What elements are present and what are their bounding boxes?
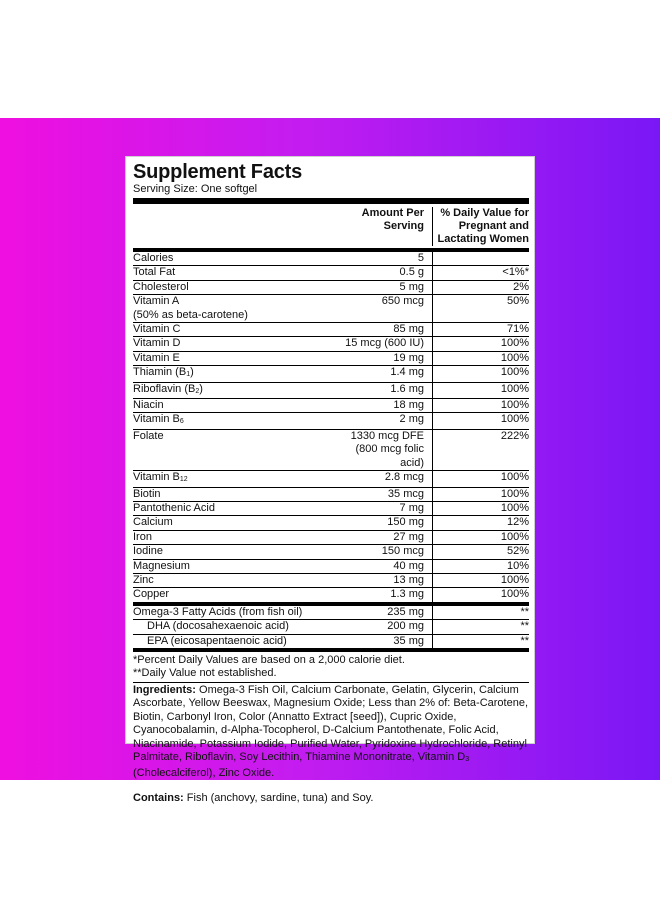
nutrient-row bbox=[133, 574, 529, 588]
nutrient-daily-value: 100% bbox=[500, 588, 529, 601]
nutrient-daily-value: 100% bbox=[500, 382, 529, 395]
nutrient-row bbox=[133, 545, 529, 559]
nutrient-amount: 13 mg bbox=[333, 574, 433, 587]
nutrient-amount: 650 mcg bbox=[333, 295, 433, 322]
footnote-percent-dv: *Percent Daily Values are based on a 2,000 calorie diet. bbox=[133, 653, 405, 666]
nutrient-amount: 35 mcg bbox=[333, 488, 433, 501]
nutrient-daily-value: 2% bbox=[513, 280, 529, 293]
nutrient-daily-value: 12% bbox=[506, 516, 529, 529]
omega-row bbox=[133, 620, 529, 634]
nutrient-amount: 1.6 mg bbox=[333, 383, 433, 398]
nutrient-name: Pantothenic Acid bbox=[133, 501, 215, 514]
omega-table bbox=[133, 606, 529, 648]
nutrient-daily-value: 50% bbox=[506, 295, 529, 308]
nutrient-daily-value: ** bbox=[520, 605, 529, 618]
nutrient-name: EPA (eicosapentaenoic acid) bbox=[147, 634, 287, 647]
nutrient-name: Riboflavin (B2) bbox=[133, 382, 203, 395]
nutrient-amount: 85 mg bbox=[333, 323, 433, 336]
nutrient-amount: 1.4 mg bbox=[333, 366, 433, 381]
footnotes bbox=[133, 652, 529, 682]
nutrient-name: Thiamin (B1) bbox=[133, 366, 194, 379]
contains-text: Contains: Fish (anchovy, sardine, tuna) and Soy. bbox=[133, 792, 374, 805]
nutrient-row bbox=[133, 430, 529, 471]
nutrient-daily-value: 100% bbox=[500, 351, 529, 364]
nutrient-daily-value: 100% bbox=[500, 337, 529, 350]
nutrient-table bbox=[133, 252, 529, 602]
nutrient-name: Folate bbox=[133, 429, 164, 442]
nutrient-name: Iodine bbox=[133, 545, 163, 558]
nutrient-name: Vitamin B12 bbox=[133, 471, 188, 484]
nutrient-row bbox=[133, 295, 529, 323]
nutrient-daily-value: 71% bbox=[506, 323, 529, 336]
nutrient-name: Zinc bbox=[133, 573, 154, 586]
nutrient-amount: 27 mg bbox=[333, 531, 433, 544]
nutrient-row bbox=[133, 383, 529, 399]
serving-size: Serving Size: One softgel bbox=[133, 183, 258, 195]
nutrient-row bbox=[133, 560, 529, 574]
nutrient-name: Magnesium bbox=[133, 559, 190, 572]
ingredients-text: Ingredients: Omega-3 Fish Oil, Calcium Carbonate, Gelatin, Glycerin, Calcium Ascorbate, Yellow Beeswax, Magnesium Oxide; Less than 2% of: Beta-Carotene, Biotin, Carbonyl Iron, Color (Annatto Extract [seed]), Cupric Oxide, Cyanocobalamin, d-Alpha-Tocopherol, D-Calcium Pantothenate, Folic Acid, Niacinamide, Potassium Iodide, Purified Water, Pyridoxine Hydrochloride, Retinyl Palmitate, Riboflavin, Soy Lecithin, Thiamine Mononitrate, Vitamin D3 (Cholecalciferol), Zinc Oxide. bbox=[133, 683, 528, 779]
nutrient-row bbox=[133, 399, 529, 413]
nutrient-amount: 5 bbox=[333, 252, 433, 265]
nutrient-daily-value: 10% bbox=[506, 559, 529, 572]
nutrient-name: Vitamin B6 bbox=[133, 413, 184, 426]
column-header-row bbox=[133, 204, 529, 248]
amount-per-serving-header: Amount Per Serving bbox=[333, 207, 433, 246]
nutrient-row bbox=[133, 502, 529, 516]
nutrient-row bbox=[133, 252, 529, 266]
daily-value-header: % Daily Value for Pregnant and Lactating Women bbox=[437, 207, 529, 245]
nutrient-row bbox=[133, 588, 529, 601]
nutrient-name: DHA (docosahexaenoic acid) bbox=[147, 620, 289, 633]
nutrient-amount: 2.8 mcg bbox=[333, 471, 433, 486]
supplement-facts-label bbox=[133, 161, 529, 805]
nutrient-name: Vitamin A (50% as beta-carotene) bbox=[133, 295, 248, 321]
nutrient-name: Calcium bbox=[133, 516, 173, 529]
supplement-facts-panel bbox=[125, 156, 535, 805]
nutrient-amount: 35 mg bbox=[333, 635, 433, 648]
nutrient-row bbox=[133, 471, 529, 487]
nutrient-row bbox=[133, 266, 529, 280]
nutrient-row bbox=[133, 516, 529, 530]
nutrient-daily-value: 100% bbox=[500, 399, 529, 412]
ingredients-label: Ingredients: bbox=[133, 683, 196, 696]
nutrient-daily-value: 100% bbox=[500, 366, 529, 379]
nutrient-daily-value: 100% bbox=[500, 501, 529, 514]
nutrient-name: Vitamin C bbox=[133, 323, 181, 336]
nutrient-row bbox=[133, 323, 529, 337]
contains-label: Contains: bbox=[133, 792, 184, 805]
nutrient-row bbox=[133, 413, 529, 429]
nutrient-row bbox=[133, 531, 529, 545]
nutrient-row bbox=[133, 366, 529, 382]
nutrient-amount: 19 mg bbox=[333, 352, 433, 365]
nutrient-name: Iron bbox=[133, 530, 152, 543]
nutrient-amount: 1.3 mg bbox=[333, 588, 433, 601]
nutrient-daily-value: 100% bbox=[500, 487, 529, 500]
nutrient-name: Cholesterol bbox=[133, 280, 189, 293]
nutrient-daily-value: <1%* bbox=[502, 266, 529, 279]
nutrient-daily-value: ** bbox=[520, 620, 529, 633]
nutrient-row bbox=[133, 281, 529, 295]
footnote-dv-not-established: **Daily Value not established. bbox=[133, 666, 277, 679]
nutrient-amount: 7 mg bbox=[333, 502, 433, 515]
nutrient-amount: 1330 mcg DFE (800 mcg folic acid) bbox=[333, 430, 433, 470]
nutrient-row bbox=[133, 352, 529, 366]
label-title: Supplement Facts bbox=[133, 161, 303, 183]
omega-row bbox=[133, 635, 529, 648]
nutrient-name: Vitamin E bbox=[133, 351, 180, 364]
nutrient-daily-value: 52% bbox=[506, 545, 529, 558]
nutrient-amount: 15 mcg (600 IU) bbox=[333, 337, 433, 350]
nutrient-daily-value: 100% bbox=[500, 573, 529, 586]
nutrient-name: Omega-3 Fatty Acids (from fish oil) bbox=[133, 605, 303, 618]
nutrient-amount: 200 mg bbox=[333, 620, 433, 633]
nutrient-amount: 2 mg bbox=[333, 413, 433, 428]
nutrient-amount: 235 mg bbox=[333, 606, 433, 619]
nutrient-amount: 18 mg bbox=[333, 399, 433, 412]
nutrient-name: Copper bbox=[133, 588, 170, 601]
nutrient-amount: 150 mg bbox=[333, 516, 433, 529]
nutrient-daily-value: 100% bbox=[500, 530, 529, 543]
nutrient-amount: 40 mg bbox=[333, 560, 433, 573]
nutrient-name: Niacin bbox=[133, 399, 164, 412]
nutrient-row bbox=[133, 337, 529, 351]
nutrient-amount: 0.5 g bbox=[333, 266, 433, 279]
nutrient-daily-value: 100% bbox=[500, 413, 529, 426]
nutrient-daily-value: 100% bbox=[500, 471, 529, 484]
nutrient-name: Biotin bbox=[133, 487, 161, 500]
nutrient-name: Calories bbox=[133, 252, 174, 264]
nutrient-amount: 5 mg bbox=[333, 281, 433, 294]
ingredients-divider bbox=[133, 682, 529, 683]
omega-row bbox=[133, 606, 529, 620]
nutrient-daily-value: 222% bbox=[500, 429, 529, 442]
nutrient-daily-value: ** bbox=[520, 634, 529, 647]
nutrient-amount: 150 mcg bbox=[333, 545, 433, 558]
nutrient-name: Total Fat bbox=[133, 266, 176, 279]
nutrient-name: Vitamin D bbox=[133, 337, 181, 350]
nutrient-daily-value bbox=[433, 252, 529, 265]
nutrient-row bbox=[133, 488, 529, 502]
